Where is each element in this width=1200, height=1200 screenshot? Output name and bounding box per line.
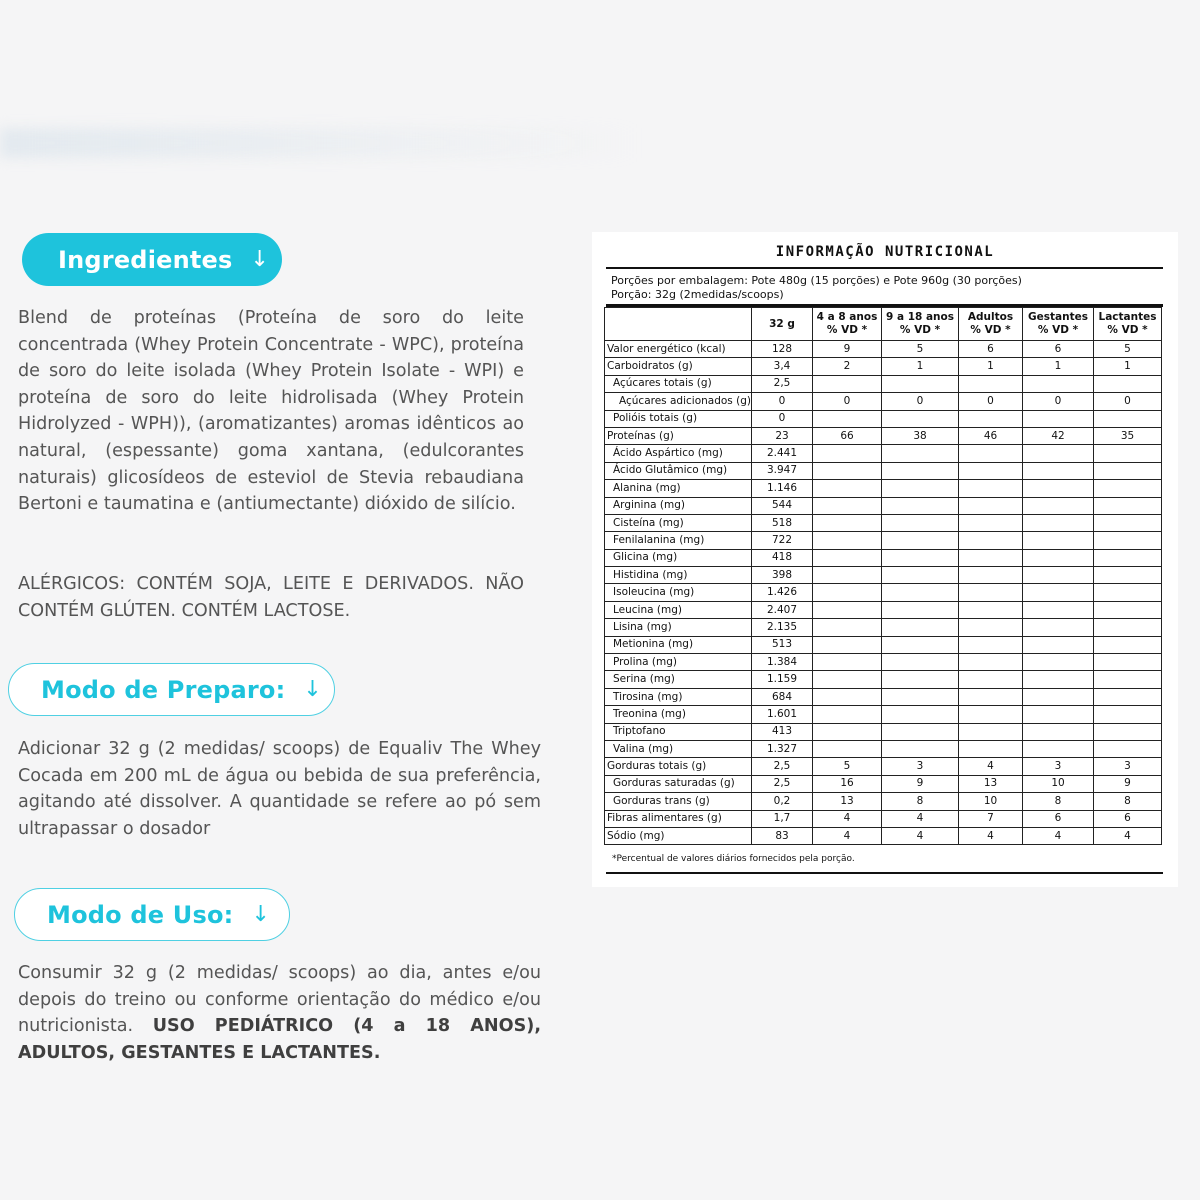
nutrient-amount: 1,7: [752, 810, 813, 827]
nutrient-vd-value: [959, 636, 1023, 653]
nutrition-table: [604, 307, 1162, 845]
table-row: [605, 619, 1162, 636]
nutrient-vd-value: [813, 480, 882, 497]
nutrient-amount: 2.135: [752, 619, 813, 636]
table-row: [605, 445, 1162, 462]
nutrient-vd-value: [959, 654, 1023, 671]
nutrition-title: INFORMAÇÃO NUTRICIONAL: [775, 244, 995, 260]
nutrient-vd-value: 0: [1094, 393, 1162, 410]
nutrient-vd-value: 38: [882, 427, 959, 444]
nutrient-vd-value: 7: [959, 810, 1023, 827]
nutrient-name: Açúcares totais (g): [605, 375, 752, 392]
nutrient-vd-value: [882, 462, 959, 479]
table-row: [605, 410, 1162, 427]
nutrient-vd-value: [959, 549, 1023, 566]
nutrient-vd-value: 0: [882, 393, 959, 410]
nutrient-vd-value: 2: [813, 358, 882, 375]
nutrient-name: Sódio (mg): [605, 827, 752, 844]
nutrient-vd-value: [1094, 601, 1162, 618]
nutrient-vd-value: [813, 584, 882, 601]
nutrient-amount: 1.426: [752, 584, 813, 601]
nutrient-amount: 0: [752, 393, 813, 410]
nutrient-vd-value: 4: [959, 827, 1023, 844]
nutrient-amount: 128: [752, 341, 813, 358]
nutrient-amount: 3,4: [752, 358, 813, 375]
modo-uso-bold-note: USO PEDIÁTRICO (4 a 18 ANOS), ADULTOS, GESTANTES E LACTANTES.: [18, 1016, 542, 1063]
modo-uso-toggle-button[interactable]: [14, 888, 290, 941]
nutrient-vd-value: [813, 654, 882, 671]
nutrient-amount: 513: [752, 636, 813, 653]
nutrient-amount: 3.947: [752, 462, 813, 479]
nutrient-vd-value: [882, 567, 959, 584]
nutrient-vd-value: 13: [959, 775, 1023, 792]
nutrient-vd-value: 3: [882, 758, 959, 775]
nutrient-amount: 1.601: [752, 706, 813, 723]
table-row: [605, 427, 1162, 444]
nutrient-vd-value: [882, 654, 959, 671]
nutrient-amount: 83: [752, 827, 813, 844]
nutrient-vd-value: [1094, 375, 1162, 392]
nutrient-vd-value: 8: [882, 793, 959, 810]
table-row: [605, 671, 1162, 688]
nutrient-vd-value: [813, 688, 882, 705]
nutrient-name: Valor energético (kcal): [605, 341, 752, 358]
nutrient-vd-value: [959, 584, 1023, 601]
nutrient-vd-value: [882, 671, 959, 688]
nutrient-vd-value: 3: [1023, 758, 1094, 775]
nutrient-amount: 398: [752, 567, 813, 584]
nutrient-vd-value: [1094, 480, 1162, 497]
nutrient-vd-value: [959, 462, 1023, 479]
nutrient-amount: 2.407: [752, 601, 813, 618]
nutrient-name: Glicina (mg): [605, 549, 752, 566]
nutrient-amount: 2,5: [752, 758, 813, 775]
nutrient-vd-value: [813, 723, 882, 740]
nutrient-name: Arginina (mg): [605, 497, 752, 514]
nutrient-name: Cisteína (mg): [605, 514, 752, 531]
nutrient-vd-value: [1094, 688, 1162, 705]
nutrient-vd-value: 6: [1023, 810, 1094, 827]
table-row: [605, 810, 1162, 827]
nutrient-vd-value: 8: [1023, 793, 1094, 810]
nutrient-vd-value: [1094, 410, 1162, 427]
modo-uso-label: Modo de Uso:: [47, 900, 234, 929]
nutrient-name: Polióis totais (g): [605, 410, 752, 427]
table-row: [605, 688, 1162, 705]
nutrient-vd-value: [959, 410, 1023, 427]
nutrient-vd-value: [1094, 549, 1162, 566]
nutrient-vd-value: 46: [959, 427, 1023, 444]
nutrient-vd-value: 10: [959, 793, 1023, 810]
nutrient-vd-value: [813, 410, 882, 427]
nutrient-amount: 722: [752, 532, 813, 549]
nutrient-vd-value: [882, 532, 959, 549]
table-row: [605, 584, 1162, 601]
nutrient-vd-value: [813, 497, 882, 514]
nutrient-vd-value: 9: [1094, 775, 1162, 792]
nutrient-vd-value: [1094, 706, 1162, 723]
table-row: [605, 758, 1162, 775]
nutrient-vd-value: 0: [959, 393, 1023, 410]
nutrient-amount: 2.441: [752, 445, 813, 462]
nutrient-name: Histidina (mg): [605, 567, 752, 584]
nutrient-vd-value: [1094, 532, 1162, 549]
nutrient-vd-value: [882, 445, 959, 462]
nutrient-vd-value: [959, 601, 1023, 618]
nutrient-vd-value: [1023, 480, 1094, 497]
nutrient-vd-value: [813, 567, 882, 584]
nutrient-vd-value: 8: [1094, 793, 1162, 810]
ingredientes-text: Blend de proteínas (Proteína de soro do leite concentrada (Whey Protein Concentrate - WPC), proteína de soro do leite isolada (Whey Protein Isolate - WPI) e proteína de soro do leite hidrolisada (Whey Protein Hidrolyzed - WPH)), (aromatizantes) aromas idênticos ao natural, (espessante) goma xantana, (edulcorantes naturais) glicosídeos de esteviol de Stevia rebaudiana Bertoni e taumatina e (antiumectante) dióxido de silício.: [18, 308, 524, 515]
nutrient-vd-value: [813, 636, 882, 653]
modo-preparo-text: Adicionar 32 g (2 medidas/ scoops) de Equaliv The Whey Cocada em 200 mL de água ou bebida de sua preferência, agitando até dissolver. A quantidade se refere ao pó sem ultrapassar o dosador: [18, 739, 541, 839]
table-row: [605, 827, 1162, 844]
table-header-cell: [605, 308, 752, 341]
nutrient-name: Carboidratos (g): [605, 358, 752, 375]
nutrient-amount: 0,2: [752, 793, 813, 810]
nutrient-vd-value: [813, 601, 882, 618]
table-row: [605, 723, 1162, 740]
nutrient-name: Ácido Glutâmico (mg): [605, 462, 752, 479]
nutrient-vd-value: [959, 497, 1023, 514]
nutrient-vd-value: 4: [1023, 827, 1094, 844]
nutrient-vd-value: [1094, 654, 1162, 671]
nutrient-vd-value: [1023, 619, 1094, 636]
nutrient-amount: 413: [752, 723, 813, 740]
nutrient-vd-value: [1094, 740, 1162, 757]
table-row: [605, 393, 1162, 410]
table-row: [605, 740, 1162, 757]
nutrient-vd-value: [1023, 740, 1094, 757]
nutrient-vd-value: [813, 375, 882, 392]
divider: [606, 267, 1163, 269]
nutrient-vd-value: [882, 601, 959, 618]
nutrient-name: Tirosina (mg): [605, 688, 752, 705]
nutrient-vd-value: 5: [882, 341, 959, 358]
nutrient-amount: 1.327: [752, 740, 813, 757]
nutrient-vd-value: [959, 445, 1023, 462]
nutrient-vd-value: [959, 740, 1023, 757]
nutrient-vd-value: [882, 480, 959, 497]
arrow-down-icon: ↓: [251, 902, 271, 927]
alergicos-text: ALÉRGICOS: CONTÉM SOJA, LEITE E DERIVADOS. NÃO CONTÉM GLÚTEN. CONTÉM LACTOSE.: [18, 574, 524, 621]
nutrient-vd-value: 4: [882, 810, 959, 827]
nutrient-vd-value: [1023, 671, 1094, 688]
nutrient-vd-value: [813, 532, 882, 549]
nutrient-vd-value: [959, 532, 1023, 549]
nutrient-vd-value: [813, 706, 882, 723]
nutrient-amount: 518: [752, 514, 813, 531]
nutrient-vd-value: [813, 740, 882, 757]
nutrient-name: Leucina (mg): [605, 601, 752, 618]
modo-uso-instructions: Consumir 32 g (2 medidas/ scoops) ao dia, antes e/ou depois do treino ou conforme orientação do médico e/ou nutricionista.: [18, 963, 541, 1037]
table-row: [605, 793, 1162, 810]
nutrient-vd-value: [813, 549, 882, 566]
table-header-cell: Gestantes % VD *: [1023, 308, 1094, 341]
nutrient-vd-value: [1023, 567, 1094, 584]
table-row: [605, 514, 1162, 531]
nutrient-vd-value: [1094, 619, 1162, 636]
nutrient-vd-value: [882, 410, 959, 427]
nutrient-vd-value: 3: [1094, 758, 1162, 775]
nutrient-vd-value: 1: [882, 358, 959, 375]
nutrient-vd-value: [1094, 671, 1162, 688]
nutrient-vd-value: 4: [882, 827, 959, 844]
nutrient-vd-value: 1: [1023, 358, 1094, 375]
table-row: [605, 358, 1162, 375]
table-row: [605, 654, 1162, 671]
nutrient-vd-value: [1094, 584, 1162, 601]
nutrient-vd-value: [1094, 462, 1162, 479]
nutrient-name: Lisina (mg): [605, 619, 752, 636]
nutrient-vd-value: [813, 671, 882, 688]
nutrient-vd-value: [882, 619, 959, 636]
nutrient-vd-value: [813, 445, 882, 462]
nutrient-vd-value: [959, 706, 1023, 723]
nutrient-vd-value: [959, 671, 1023, 688]
nutrient-vd-value: [1094, 445, 1162, 462]
nutrient-vd-value: 9: [813, 341, 882, 358]
table-row: [605, 636, 1162, 653]
nutrient-vd-value: [1023, 723, 1094, 740]
nutrient-vd-value: [1023, 549, 1094, 566]
nutrient-vd-value: 42: [1023, 427, 1094, 444]
nutrient-vd-value: [959, 723, 1023, 740]
nutrient-vd-value: [959, 514, 1023, 531]
nutrient-name: Fibras alimentares (g): [605, 810, 752, 827]
nutrient-vd-value: [1023, 636, 1094, 653]
nutrient-vd-value: [1023, 706, 1094, 723]
table-header-cell: Adultos % VD *: [959, 308, 1023, 341]
table-row: [605, 532, 1162, 549]
nutrient-vd-value: 35: [1094, 427, 1162, 444]
nutrient-name: Proteínas (g): [605, 427, 752, 444]
arrow-down-icon: ↓: [303, 677, 323, 702]
table-header-cell: 9 a 18 anos % VD *: [882, 308, 959, 341]
nutrient-vd-value: [1023, 532, 1094, 549]
nutrient-vd-value: [813, 619, 882, 636]
nutrient-vd-value: [1094, 567, 1162, 584]
ingredientes-label: Ingredientes: [58, 245, 233, 274]
nutrient-vd-value: 4: [1094, 827, 1162, 844]
table-row: [605, 601, 1162, 618]
nutrient-vd-value: [1023, 584, 1094, 601]
nutrient-amount: 1.384: [752, 654, 813, 671]
nutrient-vd-value: 0: [1023, 393, 1094, 410]
nutrient-name: Prolina (mg): [605, 654, 752, 671]
nutrient-vd-value: [959, 375, 1023, 392]
divider: [606, 872, 1163, 874]
table-row: [605, 775, 1162, 792]
nutrient-vd-value: [1023, 688, 1094, 705]
nutrient-amount: 2,5: [752, 775, 813, 792]
nutrient-name: Valina (mg): [605, 740, 752, 757]
table-header-row: [605, 308, 1162, 341]
nutrient-vd-value: 4: [813, 827, 882, 844]
nutrient-amount: 684: [752, 688, 813, 705]
nutrient-vd-value: 13: [813, 793, 882, 810]
nutrient-amount: 23: [752, 427, 813, 444]
top-decoration: [0, 128, 640, 158]
nutrient-name: Gorduras saturadas (g): [605, 775, 752, 792]
nutrient-vd-value: 16: [813, 775, 882, 792]
nutrient-vd-value: [882, 706, 959, 723]
nutrient-vd-value: [882, 740, 959, 757]
nutrient-amount: 1.159: [752, 671, 813, 688]
nutrient-amount: 544: [752, 497, 813, 514]
modo-preparo-label: Modo de Preparo:: [41, 675, 286, 704]
nutrient-vd-value: [882, 549, 959, 566]
nutrient-vd-value: [959, 619, 1023, 636]
nutrient-vd-value: [813, 462, 882, 479]
nutrient-vd-value: [882, 584, 959, 601]
modo-preparo-toggle-button[interactable]: [8, 663, 335, 716]
nutrient-amount: 418: [752, 549, 813, 566]
nutrient-vd-value: 1: [959, 358, 1023, 375]
table-row: [605, 375, 1162, 392]
nutrient-vd-value: [959, 480, 1023, 497]
nutrient-vd-value: 0: [813, 393, 882, 410]
nutrient-vd-value: [959, 567, 1023, 584]
nutrient-vd-value: [882, 497, 959, 514]
nutrient-amount: 2,5: [752, 375, 813, 392]
nutrient-name: Açúcares adicionados (g): [605, 393, 752, 410]
nutrient-amount: 1.146: [752, 480, 813, 497]
nutrient-vd-value: [882, 688, 959, 705]
nutrient-vd-value: [1094, 514, 1162, 531]
nutrient-vd-value: [1094, 723, 1162, 740]
table-row: [605, 497, 1162, 514]
table-header-cell: Lactantes % VD *: [1094, 308, 1162, 341]
nutrient-name: Gorduras trans (g): [605, 793, 752, 810]
table-row: [605, 549, 1162, 566]
nutrient-vd-value: [1023, 514, 1094, 531]
nutrient-vd-value: [882, 375, 959, 392]
nutrient-vd-value: [1023, 497, 1094, 514]
nutrient-vd-value: 4: [813, 810, 882, 827]
nutrient-vd-value: [1023, 462, 1094, 479]
nutrient-vd-value: [959, 688, 1023, 705]
nutrient-name: Triptofano: [605, 723, 752, 740]
nutrient-vd-value: [1094, 636, 1162, 653]
nutrient-vd-value: [1023, 375, 1094, 392]
servings-per-package: Porções por embalagem: Pote 480g (15 porções) e Pote 960g (30 porções): [611, 274, 1022, 287]
nutrient-name: Metionina (mg): [605, 636, 752, 653]
nutrient-name: Isoleucina (mg): [605, 584, 752, 601]
nutrient-vd-value: [882, 636, 959, 653]
table-body: [605, 341, 1162, 845]
footnote: *Percentual de valores diários fornecidos pela porção.: [612, 854, 855, 864]
nutrient-vd-value: [1023, 445, 1094, 462]
ingredientes-toggle-button[interactable]: [22, 233, 282, 286]
nutrient-vd-value: 6: [1023, 341, 1094, 358]
nutrient-vd-value: [882, 514, 959, 531]
nutrition-facts-panel: [592, 232, 1178, 887]
arrow-down-icon: ↓: [250, 247, 270, 272]
nutrient-vd-value: 4: [959, 758, 1023, 775]
nutrient-vd-value: 9: [882, 775, 959, 792]
nutrient-vd-value: [1094, 497, 1162, 514]
nutrient-name: Ácido Aspártico (mg): [605, 445, 752, 462]
nutrient-name: Treonina (mg): [605, 706, 752, 723]
nutrient-vd-value: 66: [813, 427, 882, 444]
nutrient-name: Fenilalanina (mg): [605, 532, 752, 549]
nutrient-vd-value: 5: [1094, 341, 1162, 358]
table-row: [605, 462, 1162, 479]
serving-size: Porção: 32g (2medidas/scoops): [611, 288, 784, 301]
nutrient-vd-value: [1023, 601, 1094, 618]
nutrient-name: Serina (mg): [605, 671, 752, 688]
modo-uso-text: [18, 960, 541, 1066]
table-row: [605, 706, 1162, 723]
table-row: [605, 480, 1162, 497]
nutrient-vd-value: 10: [1023, 775, 1094, 792]
nutrient-vd-value: [882, 723, 959, 740]
table-header-cell: 32 g: [752, 308, 813, 341]
nutrient-name: Alanina (mg): [605, 480, 752, 497]
table-row: [605, 567, 1162, 584]
nutrient-vd-value: [813, 514, 882, 531]
nutrient-vd-value: [1023, 654, 1094, 671]
nutrient-vd-value: 5: [813, 758, 882, 775]
nutrient-vd-value: [1023, 410, 1094, 427]
table-header-cell: 4 a 8 anos % VD *: [813, 308, 882, 341]
table-row: [605, 341, 1162, 358]
nutrient-vd-value: 6: [1094, 810, 1162, 827]
nutrient-vd-value: 6: [959, 341, 1023, 358]
nutrient-vd-value: 1: [1094, 358, 1162, 375]
nutrient-name: Gorduras totais (g): [605, 758, 752, 775]
nutrient-amount: 0: [752, 410, 813, 427]
